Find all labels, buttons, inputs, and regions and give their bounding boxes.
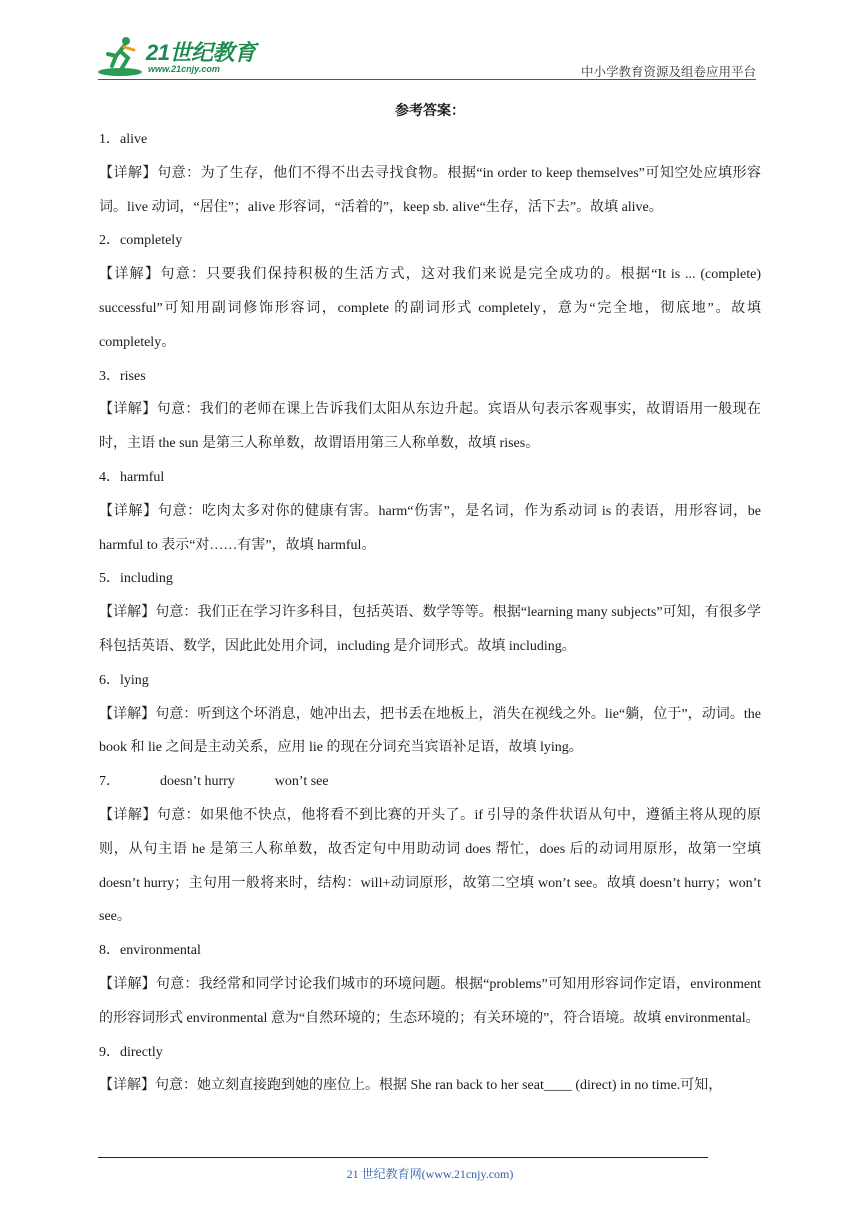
detail-8: 【详解】句意：我经常和同学讨论我们城市的环境问题。根据“problems”可知用形容词作定语，environment 的形容词形式 environmental 意为“自然环境的；生态环境的；有关环境的”，符合语境。故填 environmental。 <box>99 976 761 1026</box>
answer-5: 5．including <box>99 571 173 587</box>
detail-4: 【详解】句意：吃肉太多对你的健康有害。harm“伤害”，是名词，作为系动词 is 的表语，用形容词，be harmful to 表示“对……有害”，故填 harmful。 <box>99 503 761 553</box>
logo-text: 21世纪教育 <box>146 40 256 65</box>
answer-2: 2．completely <box>99 233 183 249</box>
logo <box>98 34 258 78</box>
detail-9: 【详解】句意：她立刻直接跑到她的座位上。根据 She ran back to her seat____ (direct) in no time.可知， <box>99 1078 723 1094</box>
answer-7 <box>99 765 761 799</box>
page-footer: 21 世纪教育网(www.21cnjy.com) <box>346 1167 514 1181</box>
answer-8: 8．environmental <box>99 943 201 959</box>
answer-7-number: 7． <box>99 774 120 790</box>
detail-5: 【详解】句意：我们正在学习许多科目，包括英语、数学等等。根据“learning many subjects”可知，有很多学科包括英语、数学，因此此处用介词，including 是介词形式。故填 including。 <box>99 605 761 654</box>
detail-1: 【详解】句意：为了生存，他们不得不出去寻找食物。根据“in order to keep themselves”可知空处应填形容词。live 动词，“居住”；alive 形容词，“活着的”，keep sb. alive“生存，活下去”。故填 alive。 <box>99 165 761 215</box>
header-divider <box>98 79 756 80</box>
runner-logo-icon <box>98 34 148 78</box>
answer-4: 4．harmful <box>99 469 165 485</box>
page-title: 参考答案： <box>395 104 465 119</box>
answer-list <box>99 123 761 1103</box>
answer-7-blank-1: doesn’t hurry <box>160 774 235 790</box>
platform-name: 中小学教育资源及组卷应用平台 <box>580 65 756 79</box>
footer-divider <box>98 1157 708 1158</box>
answer-7-blank-2: won’t see <box>274 774 329 790</box>
answer-1: 1．alive <box>99 132 148 147</box>
answer-3: 3．rises <box>99 368 146 384</box>
page-header <box>98 30 756 80</box>
detail-7: 【详解】句意：如果他不快点，他将看不到比赛的开头了。if 引导的条件状语从句中，遵循主将从现的原则，从句主语 he 是第三人称单数，故否定句中用助动词 does 帮忙，does 后的动词用原形，故第一空填 doesn’t hurry；主句用一般将来时，结构：will+动词原形，故第二空填 won’t see。故填 doesn’t hurry；won’t see。 <box>99 807 761 925</box>
detail-3: 【详解】句意：我们的老师在课上告诉我们太阳从东边升起。宾语从句表示客观事实，故谓语用一般现在时，主语 the sun 是第三人称单数，故谓语用第三人称单数，故填 rises。 <box>99 402 761 452</box>
detail-2: 【详解】句意：只要我们保持积极的生活方式，这对我们来说是完全成功的。根据“It is ... (complete) successful”可知用副词修饰形容词，complete 的副词形式 completely，意为“完全地，彻底地”。故填 completely。 <box>99 267 761 350</box>
answer-9: 9．directly <box>99 1044 163 1060</box>
detail-6: 【详解】句意：听到这个坏消息，她冲出去，把书丢在地板上，消失在视线之外。lie“躺，位于”，动词。the book 和 lie 之间是主动关系，应用 lie 的现在分词充当宾语补足语，故填 lying。 <box>99 706 761 756</box>
answer-6: 6．lying <box>99 672 149 688</box>
logo-url: www.21cnjy.com <box>148 64 220 74</box>
